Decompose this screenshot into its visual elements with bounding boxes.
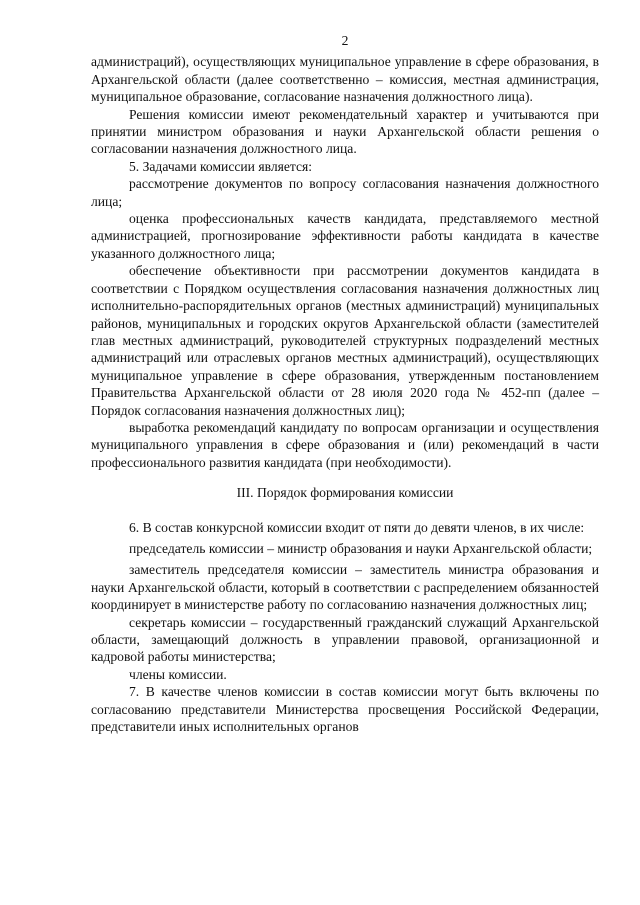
paragraph: выработка рекомендаций кандидату по вопросам организации и осуществления муниципального управления в сфере образования и (или) рекомендаций в части профессионального развития кандидата (при необходимости).	[91, 419, 599, 470]
paragraph: 6. В состав конкурсной комиссии входит от пяти до девяти членов, в их числе:	[129, 519, 585, 535]
paragraph: члены комиссии.	[129, 666, 227, 682]
paragraph: председатель комиссии – министр образования и науки Архангельской области;	[129, 540, 593, 556]
section-composition-text	[91, 519, 599, 736]
paragraph: заместитель председателя комиссии – заместитель министра образования и науки Архангельской области, который в соответствии с распределением обязанностей координирует в министерстве работу по согласованию назначения должностных лиц;	[91, 562, 599, 613]
paragraph: администраций), осуществляющих муниципальное управление в сфере образования, в Архангельской области (далее соответственно – комиссия, местная администрация, муниципальное образование, согласование назначения должностного лица).	[91, 54, 599, 105]
paragraph: секретарь комиссии – государственный гражданский служащий Архангельской области, замещающий должность в управлении правовой, организационной и кадровой работы министерства;	[91, 614, 599, 665]
paragraph: обеспечение объективности при рассмотрении документов кандидата в соответствии с Порядком осуществления согласования назначения должностных лиц исполнительно-распорядительных органов (местных администраций) муниципальных районов, муниципальных и городских округов Архангельской области (заместителей глав местных администраций, руководителей структурных подразделений местных администраций или отраслевых органов местных администраций), осуществляющих муниципальное управление в сфере образования, утвержденным постановлением Правительства Архангельской области от 28 июля 2020 года № 452-пп (далее – Порядок согласования назначения должностных лиц);	[91, 263, 599, 418]
paragraph: Решения комиссии имеют рекомендательный характер и учитываются при принятии министром образования и науки Архангельской области решения о согласовании назначения должностного лица.	[91, 106, 599, 157]
document-page	[91, 32, 599, 735]
page-number: 2	[341, 33, 349, 48]
paragraph: оценка профессиональных качеств кандидата, представляемого местной администрацией, прогнозирование эффективности работы кандидата в качестве указанного должностного лица;	[91, 211, 599, 261]
paragraph: 7. В качестве членов комиссии в состав комиссии могут быть включены по согласованию представители Министерства просвещения Российской Федерации, представители иных исполнительных органов	[91, 684, 599, 735]
section-heading: III. Порядок формирования комиссии	[236, 485, 454, 501]
paragraph: 5. Задачами комиссии является:	[129, 158, 313, 174]
section-intro-text	[91, 53, 599, 471]
paragraph: рассмотрение документов по вопросу согласования назначения должностного лица;	[91, 176, 599, 209]
